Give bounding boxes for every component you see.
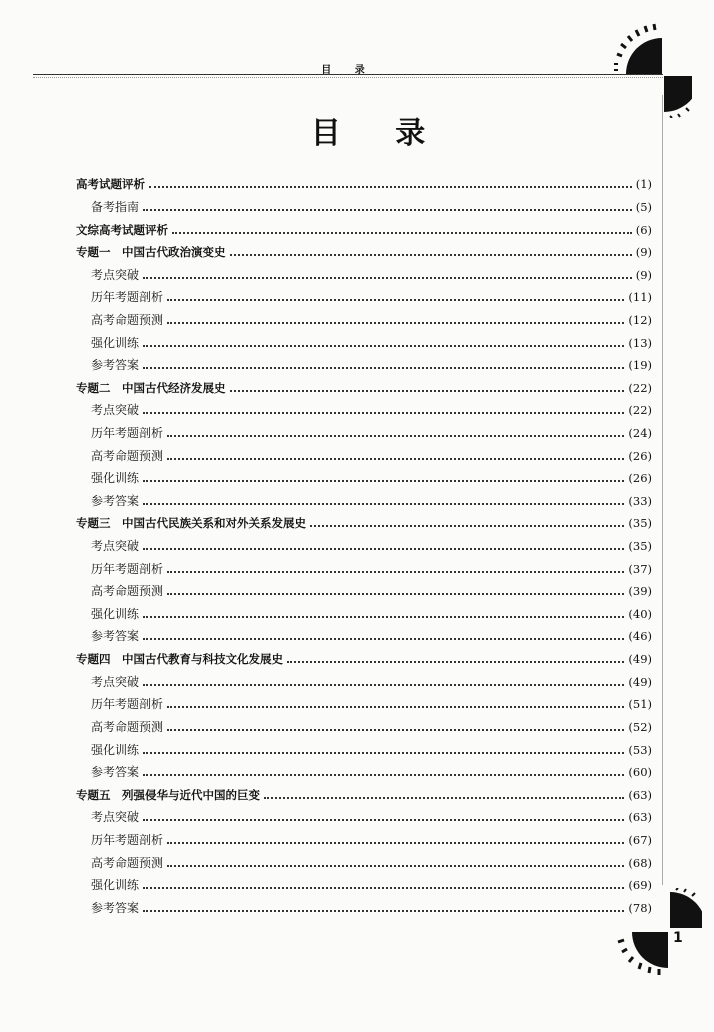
toc-entry-title: 专题三 中国古代民族关系和对外关系发展史 xyxy=(76,516,306,531)
toc-section-row[interactable] xyxy=(76,580,652,603)
toc-dot-leader xyxy=(172,232,632,234)
toc-entry-page: (69) xyxy=(628,878,652,893)
toc-entry-title: 高考命题预测 xyxy=(91,312,164,327)
toc-chapter-row[interactable] xyxy=(76,241,652,264)
toc-section-row[interactable] xyxy=(76,670,652,693)
toc-entry-page: (63) xyxy=(628,787,652,802)
toc-entry-title: 考点突破 xyxy=(91,267,140,282)
toc-entry-title: 高考命题预测 xyxy=(91,719,164,734)
toc-section-row[interactable] xyxy=(76,490,652,513)
toc-section-row[interactable] xyxy=(76,467,652,490)
toc-entry-title: 高考命题预测 xyxy=(91,584,164,599)
toc-entry-page: (35) xyxy=(628,539,652,554)
toc-dot-leader xyxy=(167,706,624,708)
toc-entry-page: (1) xyxy=(635,177,652,192)
toc-entry-page: (46) xyxy=(628,629,652,644)
toc-section-row[interactable] xyxy=(76,535,652,558)
toc-entry-title: 参考答案 xyxy=(91,629,140,644)
toc-entry-page: (35) xyxy=(628,516,652,531)
toc-entry-page: (52) xyxy=(628,719,652,734)
toc-entry-title: 考点突破 xyxy=(91,674,140,689)
toc-entry-page: (9) xyxy=(635,267,652,282)
toc-chapter-row[interactable] xyxy=(76,173,652,196)
toc-entry-page: (12) xyxy=(628,312,652,327)
toc-dot-leader xyxy=(143,412,624,414)
toc-dot-leader xyxy=(167,571,624,573)
toc-entry-page: (24) xyxy=(628,426,652,440)
toc-entry-title: 备考指南 xyxy=(91,199,140,214)
toc-entry-title: 专题五 列强侵华与近代中国的巨变 xyxy=(76,787,260,802)
toc-entry-title: 强化训练 xyxy=(91,335,140,350)
toc-entry-title: 历年考题剖析 xyxy=(91,697,164,712)
toc-entry-page: (5) xyxy=(635,199,652,214)
toc-entry-page: (78) xyxy=(628,900,652,915)
toc-entry-title: 高考命题预测 xyxy=(91,448,164,463)
toc-section-row[interactable] xyxy=(76,897,652,920)
toc-dot-leader xyxy=(264,797,624,799)
toc-section-row[interactable] xyxy=(76,806,652,829)
toc-section-row[interactable] xyxy=(76,716,652,739)
toc-dot-leader xyxy=(143,209,632,211)
toc-dot-leader xyxy=(143,503,624,505)
toc-section-row[interactable] xyxy=(76,263,652,286)
toc-section-row[interactable] xyxy=(76,625,652,648)
toc-entry-title: 历年考题剖析 xyxy=(91,561,164,576)
toc-entry-title: 历年考题剖析 xyxy=(91,290,164,305)
toc-dot-leader xyxy=(167,435,624,437)
toc-section-row[interactable] xyxy=(76,761,652,784)
toc-entry-title: 高考试题评析 xyxy=(76,177,145,192)
page-edge-rule xyxy=(662,95,663,885)
toc-dot-leader xyxy=(167,299,624,301)
toc-entry-title: 专题一 中国古代政治演变史 xyxy=(76,245,226,260)
table-of-contents xyxy=(76,173,652,919)
toc-entry-page: (68) xyxy=(628,855,652,870)
toc-entry-page: (9) xyxy=(635,245,652,260)
toc-dot-leader xyxy=(287,661,624,663)
toc-entry-title: 考点突破 xyxy=(91,403,140,418)
toc-entry-page: (49) xyxy=(628,652,652,667)
toc-entry-title: 专题四 中国古代教育与科技文化发展史 xyxy=(76,652,283,667)
toc-chapter-row[interactable] xyxy=(76,376,652,399)
toc-entry-title: 参考答案 xyxy=(91,493,140,508)
header-rule xyxy=(33,74,663,75)
toc-dot-leader xyxy=(167,842,624,844)
toc-entry-page: (22) xyxy=(628,403,652,418)
toc-section-row[interactable] xyxy=(76,354,652,377)
toc-dot-leader xyxy=(143,548,624,550)
toc-section-row[interactable] xyxy=(76,603,652,626)
toc-dot-leader xyxy=(143,638,624,640)
toc-dot-leader xyxy=(167,865,624,867)
toc-entry-title: 参考答案 xyxy=(91,765,140,780)
toc-dot-leader xyxy=(143,752,624,754)
toc-section-row[interactable] xyxy=(76,874,652,897)
toc-dot-leader xyxy=(143,684,624,686)
toc-dot-leader xyxy=(143,774,624,776)
toc-entry-title: 强化训练 xyxy=(91,471,140,486)
toc-dot-leader xyxy=(167,593,624,595)
toc-entry-page: (19) xyxy=(628,358,652,373)
toc-section-row[interactable] xyxy=(76,693,652,716)
toc-entry-page: (6) xyxy=(635,222,652,237)
toc-section-row[interactable] xyxy=(76,286,652,309)
toc-dot-leader xyxy=(143,819,624,821)
toc-entry-title: 强化训练 xyxy=(91,742,140,757)
toc-entry-page: (53) xyxy=(628,742,652,757)
page-title: 目 录 xyxy=(310,116,448,151)
toc-chapter-row[interactable] xyxy=(76,783,652,806)
toc-dot-leader xyxy=(143,277,632,279)
toc-entry-title: 考点突破 xyxy=(91,810,140,825)
toc-section-row[interactable] xyxy=(76,557,652,580)
running-header: 目 录 xyxy=(321,65,375,76)
toc-section-row[interactable] xyxy=(76,829,652,852)
toc-entry-title: 历年考题剖析 xyxy=(91,832,164,847)
toc-entry-page: (67) xyxy=(628,832,652,847)
toc-section-row[interactable] xyxy=(76,738,652,761)
toc-entry-title: 强化训练 xyxy=(91,878,140,893)
header-dotted-rule xyxy=(33,77,663,78)
toc-entry-page: (60) xyxy=(628,765,652,780)
toc-entry-title: 参考答案 xyxy=(91,900,140,915)
toc-dot-leader xyxy=(310,525,624,527)
toc-entry-page: (33) xyxy=(628,493,652,508)
toc-entry-page: (63) xyxy=(628,810,652,825)
toc-section-row[interactable] xyxy=(76,444,652,467)
bottom-corner-ornament-icon xyxy=(612,888,702,988)
toc-dot-leader xyxy=(143,480,624,482)
toc-dot-leader xyxy=(143,345,624,347)
toc-entry-page: (39) xyxy=(628,584,652,599)
toc-entry-title: 历年考题剖析 xyxy=(91,426,164,440)
toc-dot-leader xyxy=(149,186,632,188)
toc-dot-leader xyxy=(167,729,624,731)
toc-chapter-row[interactable] xyxy=(76,512,652,535)
toc-entry-title: 强化训练 xyxy=(91,606,140,621)
toc-dot-leader xyxy=(230,254,632,256)
toc-entry-page: (22) xyxy=(628,380,652,395)
toc-chapter-row[interactable] xyxy=(76,648,652,671)
top-corner-ornament-icon xyxy=(612,18,692,118)
page-number: 1 xyxy=(673,930,683,946)
toc-entry-page: (37) xyxy=(628,561,652,576)
toc-dot-leader xyxy=(167,322,624,324)
toc-dot-leader xyxy=(143,616,624,618)
toc-section-row[interactable] xyxy=(76,851,652,874)
toc-section-row[interactable] xyxy=(76,331,652,354)
toc-entry-page: (26) xyxy=(628,448,652,463)
toc-entry-page: (11) xyxy=(628,290,652,305)
toc-dot-leader xyxy=(143,367,624,369)
toc-section-row[interactable] xyxy=(76,422,652,445)
toc-dot-leader xyxy=(167,458,624,460)
toc-section-row[interactable] xyxy=(76,309,652,332)
toc-entry-page: (51) xyxy=(628,697,652,712)
toc-entry-title: 文综高考试题评析 xyxy=(76,222,168,237)
toc-entry-page: (26) xyxy=(628,471,652,486)
toc-dot-leader xyxy=(230,390,625,392)
toc-section-row[interactable] xyxy=(76,196,652,219)
toc-entry-page: (40) xyxy=(628,606,652,621)
toc-entry-title: 高考命题预测 xyxy=(91,855,164,870)
toc-chapter-row[interactable] xyxy=(76,218,652,241)
toc-entry-title: 考点突破 xyxy=(91,539,140,554)
toc-dot-leader xyxy=(143,887,624,889)
toc-entry-page: (13) xyxy=(628,335,652,350)
toc-section-row[interactable] xyxy=(76,399,652,422)
toc-entry-title: 专题二 中国古代经济发展史 xyxy=(76,380,226,395)
toc-dot-leader xyxy=(143,910,624,912)
toc-entry-page: (49) xyxy=(628,674,652,689)
toc-entry-title: 参考答案 xyxy=(91,358,140,373)
